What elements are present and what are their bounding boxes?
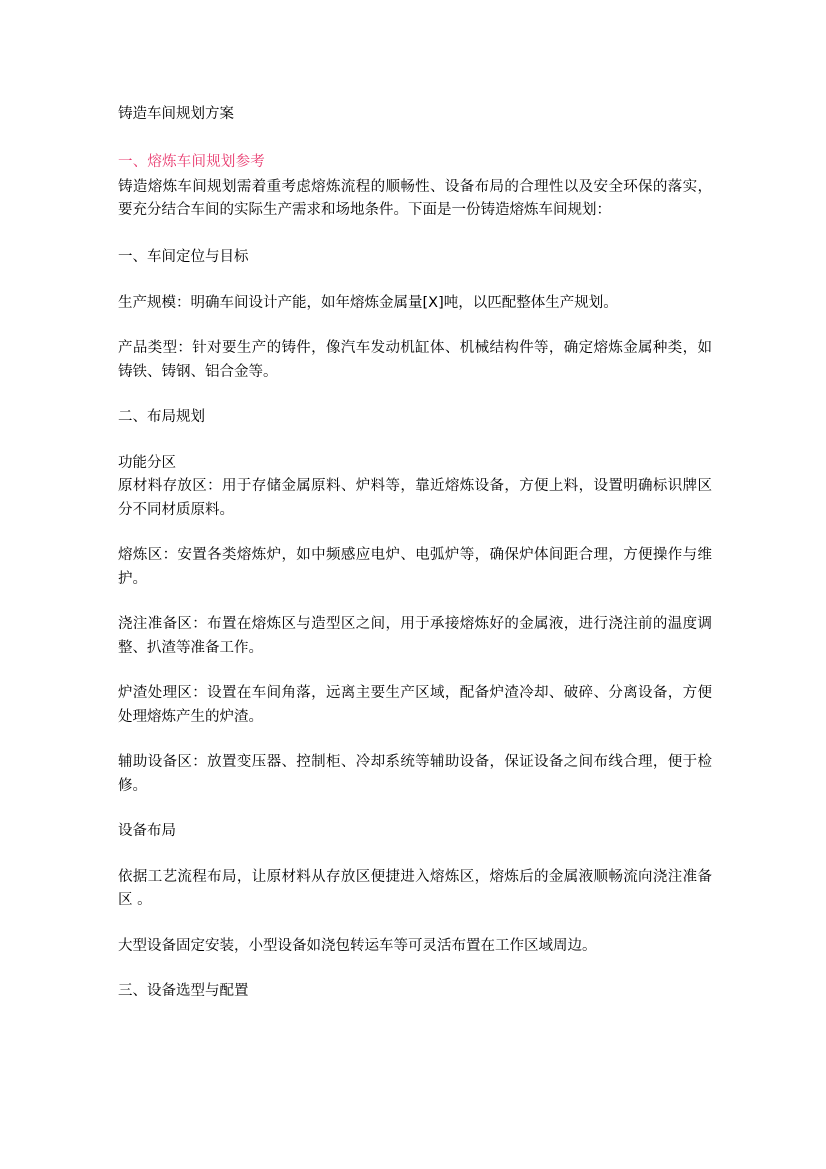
- subheading-functional-zoning: 功能分区: [118, 454, 176, 471]
- section-block-3: [118, 980, 712, 1003]
- section-block-2: [118, 406, 712, 958]
- section-block-1: [118, 246, 712, 384]
- paragraph-process-flow-layout: 依据工艺流程布局，让原材料从存放区便捷进入熔炼区，熔炼后的金属液顺畅流向浇注准备区 。: [118, 868, 712, 909]
- paragraph-slag-zone: 炉渣处理区：设置在车间角落，远离主要生产区域，配备炉渣冷却、破碎、分离设备，方便处理熔炼产生的炉渣。: [118, 685, 712, 725]
- paragraph-auxiliary-zone: 辅助设备区：放置变压器、控制柜、冷却系统等辅助设备，保证设备之间布线合理，便于检修。: [118, 754, 712, 794]
- paragraph-melting-zone: 熔炼区：安置各类熔炼炉，如中频感应电炉、电弧炉等，确保炉体间距合理，方便操作与维护。: [118, 547, 712, 587]
- intro-paragraph: 铸造熔炼车间规划需着重考虑熔炼流程的顺畅性、设备布局的合理性以及安全环保的落实，要充分结合车间的实际生产需求和场地条件。下面是一份铸造熔炼车间规划：: [118, 178, 712, 218]
- document-body: [118, 104, 712, 1026]
- subsection-heading-positioning: 一、车间定位与目标: [118, 249, 249, 266]
- section-heading-melting-workshop: 一、熔炼车间规划参考: [118, 153, 265, 170]
- paragraph-pouring-prep-zone: 浇注准备区：布置在熔炼区与造型区之间，用于承接熔炼好的金属液，进行浇注前的温度调整、扒渣等准备工作。: [118, 616, 712, 656]
- subheading-equipment-layout: 设备布局: [118, 823, 176, 840]
- paragraph-production-scale: 生产规模：明确车间设计产能，如年熔炼金属量[X]吨，以匹配整体生产规划。: [118, 294, 618, 311]
- paragraph-raw-material-zone: 原材料存放区：用于存储金属原料、炉料等，靠近熔炼设备，方便上料，设置明确标识牌区分不同材质原料。: [118, 478, 712, 518]
- subsection-heading-layout: 二、布局规划: [118, 409, 205, 426]
- document-title: 铸造车间规划方案: [118, 106, 234, 122]
- subsection-heading-equipment-selection: 三、设备选型与配置: [118, 983, 249, 1000]
- paragraph-product-type: 产品类型：针对要生产的铸件，像汽车发动机缸体、机械结构件等，确定熔炼金属种类，如铸铁、铸钢、铝合金等。: [118, 340, 712, 380]
- paragraph-equipment-installation: 大型设备固定安装，小型设备如浇包转运车等可灵活布置在工作区域周边。: [118, 937, 597, 954]
